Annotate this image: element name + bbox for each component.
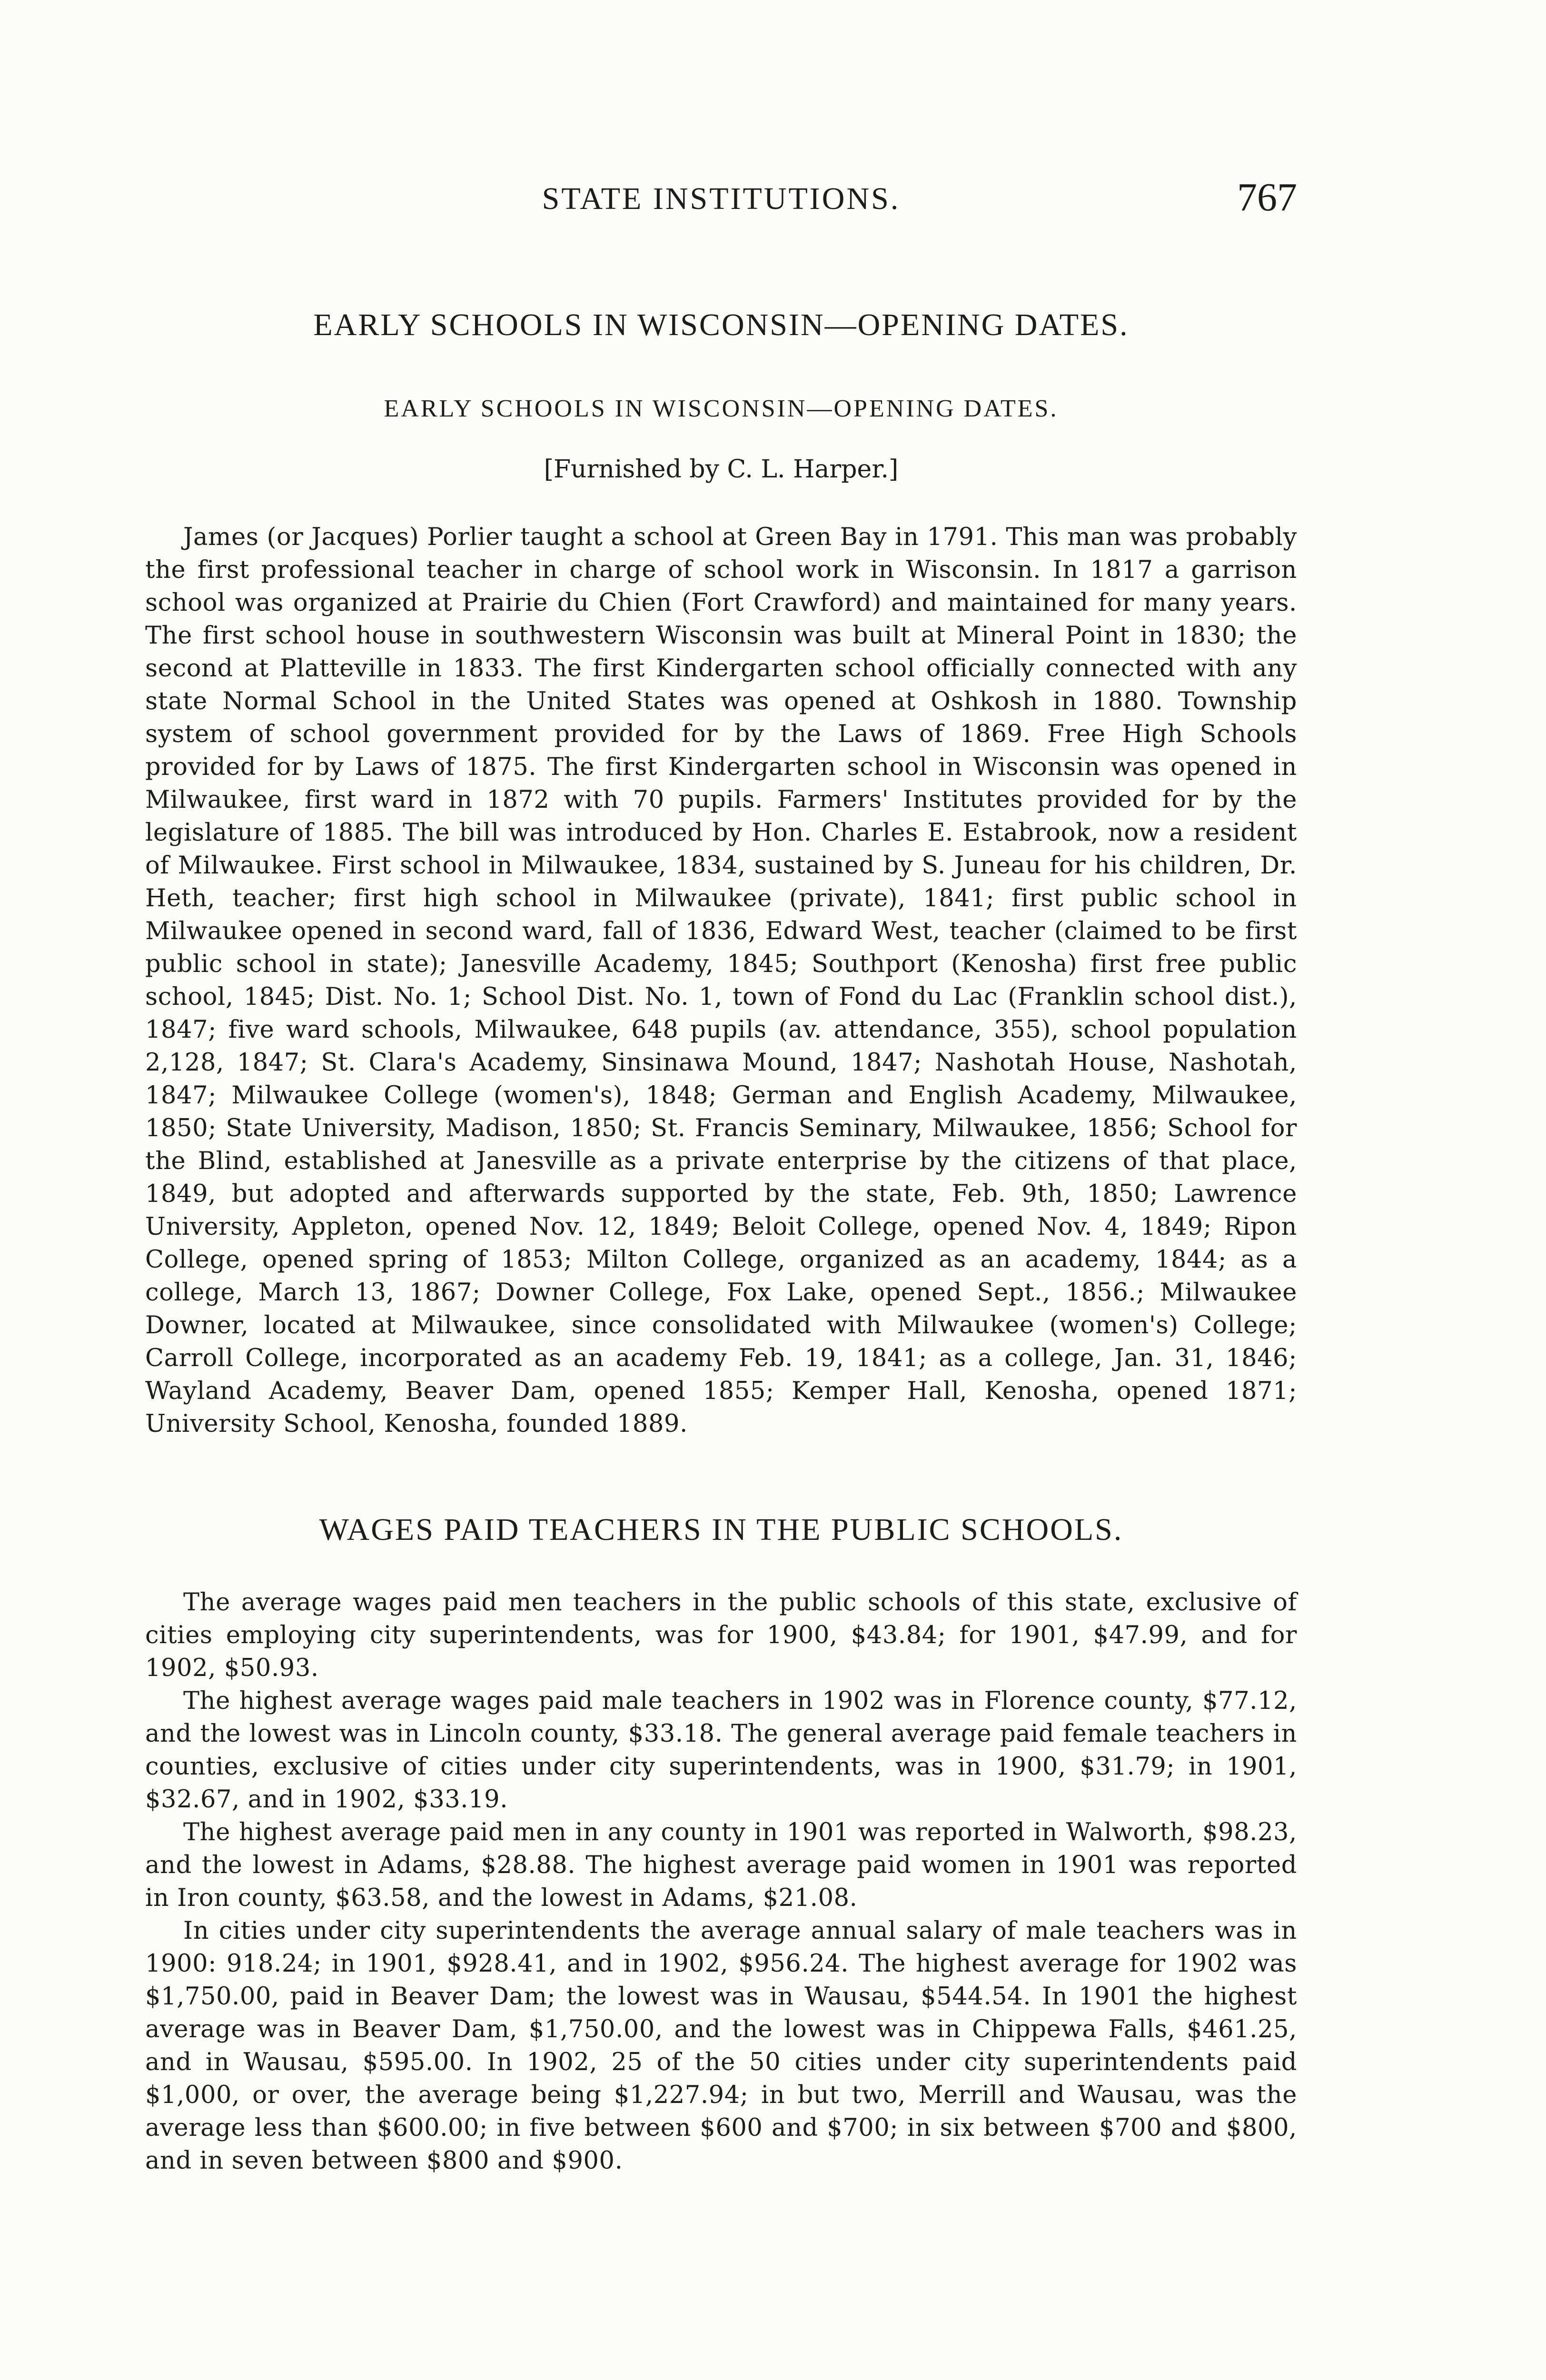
page-number: 767 [1237, 175, 1297, 219]
running-head [145, 175, 1297, 224]
running-head-title: STATE INSTITUTIONS. [542, 181, 901, 216]
paragraph: In cities under city superintendents the average annual salary of male teachers was in 1900: 918.24; in 1901, $928.41, and in 1902, $956.24. The highest average for 1902 was $1,750.00, paid in Beaver Dam; the lowest was in Wausau, $544.54. In 1901 the highest average was in Beaver Dam, $1,750.00, and the lowest was in Chippewa Falls, $461.25, and in Wausau, $595.00. In 1902, 25 of the 50 cities under city superintendents paid $1,000, or over, the average being $1,227.94; in but two, Merrill and Wausau, was the average less than $600.00; in five between $600 and $700; in six between $700 and $800, and in seven between $800 and $900. [145, 1917, 1297, 2175]
section-title-early-schools: EARLY SCHOOLS IN WISCONSIN—OPENING DATES. [313, 307, 1129, 342]
paragraph: The highest average paid men in any county in 1901 was reported in Walworth, $98.23, and the lowest in Adams, $28.88. The highest average paid women in 1901 was reported in Iron county, $63.58, and the lowest in Adams, $21.08. [145, 1818, 1297, 1912]
paragraph: The average wages paid men teachers in the public schools of this state, exclusive of cities employing city superintendents, was for 1900, $43.84; for 1901, $47.99, and for 1902, $50.93. [145, 1588, 1297, 1682]
section-subtitle: EARLY SCHOOLS IN WISCONSIN—OPENING DATES. [384, 395, 1059, 422]
paragraph: James (or Jacques) Porlier taught a school at Green Bay in 1791. This man was probably the first professional teacher in charge of school work in Wisconsin. In 1817 a garrison school was organized at Prairie du Chien (Fort Crawford) and maintained for many years. The first school house in southwestern Wisconsin was built at Mineral Point in 1830; the second at Platteville in 1833. The first Kindergarten school officially connected with any state Normal School in the United States was opened at Oshkosh in 1880. Township system of school government provided for by the Laws of 1869. Free High Schools provided for by Laws of 1875. The first Kindergarten school in Wisconsin was opened in Milwaukee, first ward in 1872 with 70 pupils. Farmers' Institutes provided for by the legislature of 1885. The bill was introduced by Hon. Charles E. Estabrook, now a resident of Milwaukee. First school in Milwaukee, 1834, sustained by S. Juneau for his children, Dr. Heth, teacher; first high school in Milwaukee (private), 1841; first public school in Milwaukee opened in second ward, fall of 1836, Edward West, teacher (claimed to be first public school in state); Janesville Academy, 1845; Southport (Kenosha) first free public school, 1845; Dist. No. 1; School Dist. No. 1, town of Fond du Lac (Franklin school dist.), 1847; five ward schools, Milwaukee, 648 pupils (av. attendance, 355), school population 2,128, 1847; St. Clara's Academy, Sinsinawa Mound, 1847; Nashotah House, Nashotah, 1847; Milwaukee College (women's), 1848; German and English Academy, Milwaukee, 1850; State University, Madison, 1850; St. Francis Seminary, Milwaukee, 1856; School for the Blind, established at Janesville as a private enterprise by the citizens of that place, 1849, but adopted and afterwards supported by the state, Feb. 9th, 1850; Lawrence University, Appleton, opened Nov. 12, 1849; Beloit College, opened Nov. 4, 1849; Ripon College, opened spring of 1853; Milton College, organized as an academy, 1844; as a college, March 13, 1867; Downer College, Fox Lake, opened Sept., 1856.; Milwaukee Downer, located at Milwaukee, since consolidated with Milwaukee (women's) College; Carroll College, incorporated as an academy Feb. 19, 1841; as a college, Jan. 31, 1846; Wayland Academy, Beaver Dam, opened 1855; Kemper Hall, Kenosha, opened 1871; University School, Kenosha, founded 1889. [145, 523, 1297, 1438]
paragraph: The highest average wages paid male teachers in 1902 was in Florence county, $77.12, and the lowest was in Lincoln county, $33.18. The general average paid female teachers in counties, exclusive of cities under city superintendents, was in 1900, $31.79; in 1901, $32.67, and in 1902, $33.19. [145, 1687, 1297, 1814]
page [145, 175, 1297, 2177]
credit-line: [Furnished by C. L. Harper.] [544, 455, 899, 484]
section-title-wages: WAGES PAID TEACHERS IN THE PUBLIC SCHOOLS. [319, 1512, 1123, 1547]
